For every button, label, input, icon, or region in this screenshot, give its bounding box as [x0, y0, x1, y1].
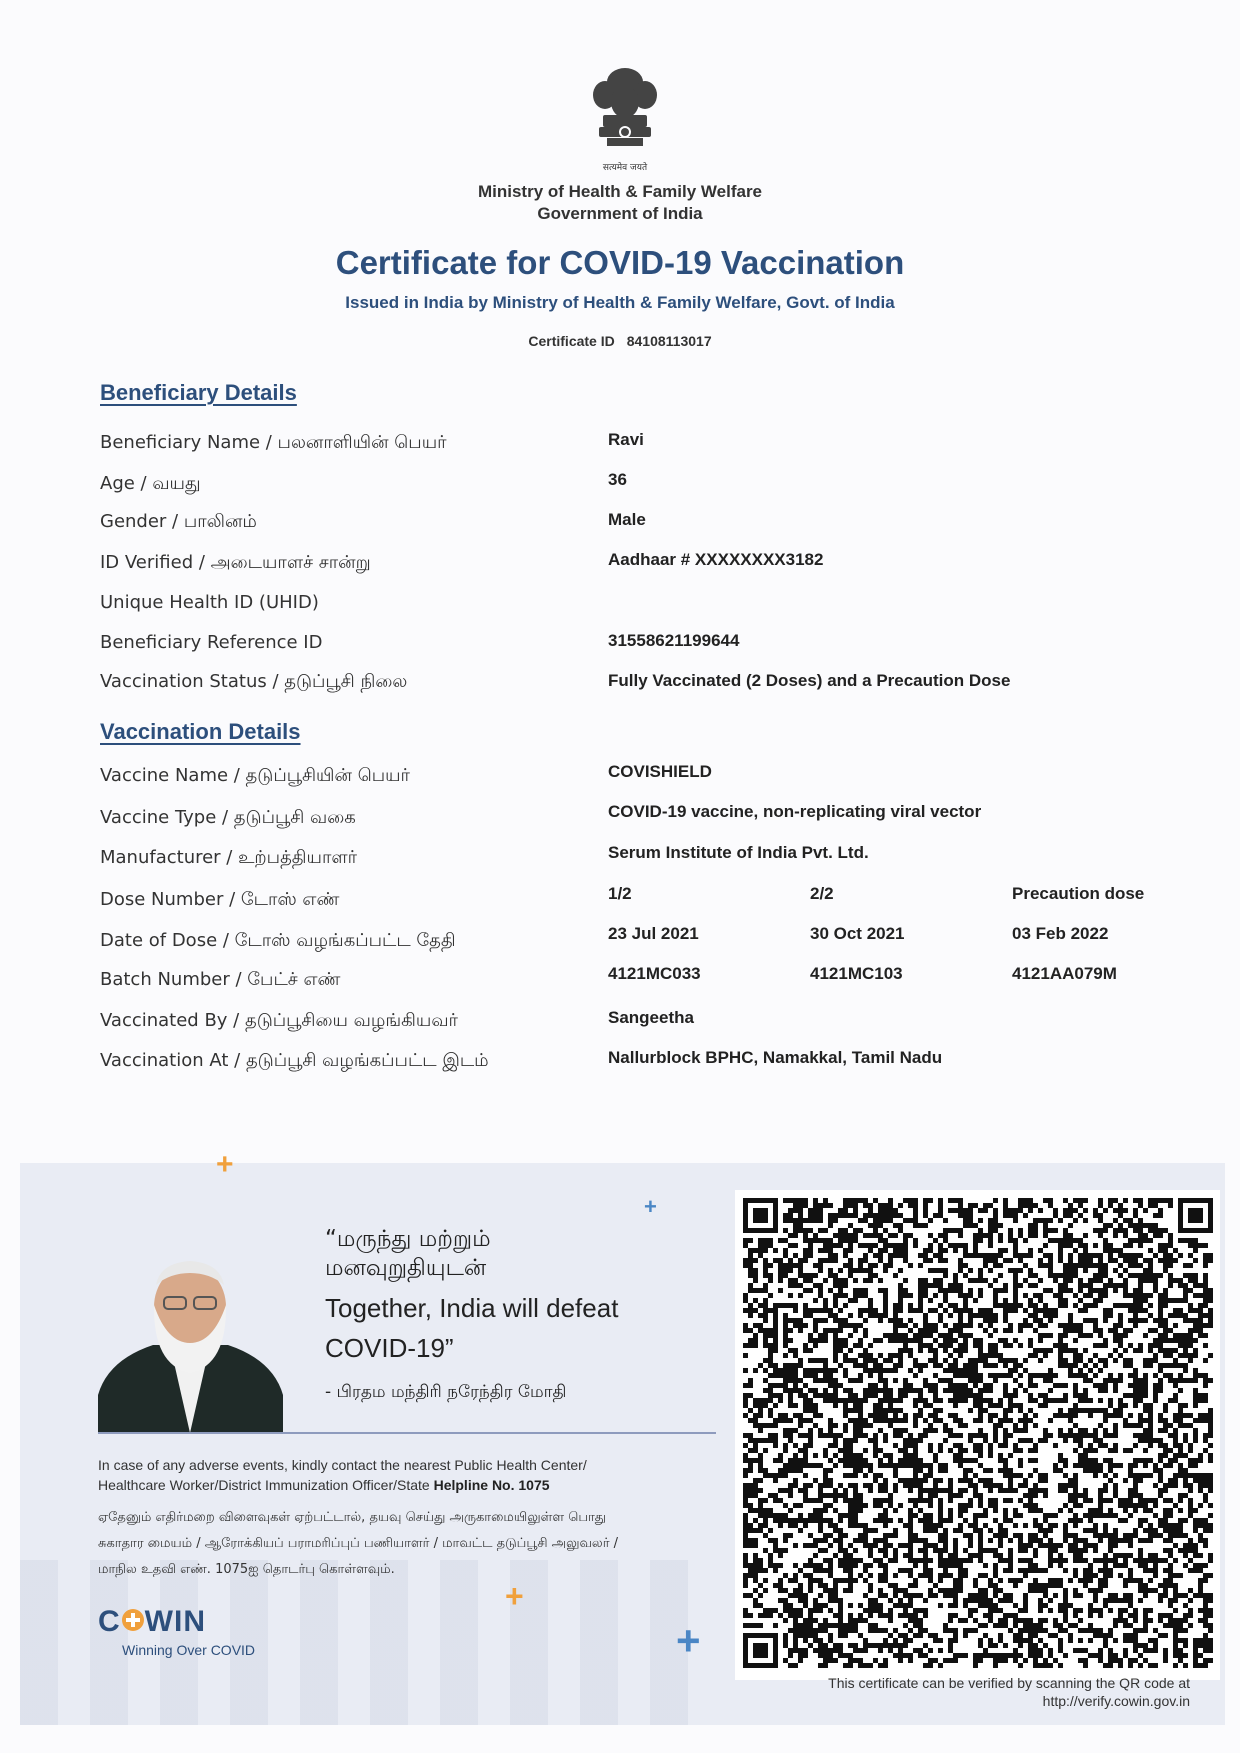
dose-1-number: 1/2: [608, 884, 632, 903]
manufacturer-value: Serum Institute of India Pvt. Ltd.: [608, 843, 869, 862]
batch-number-label: Batch Number / பேட்ச் எண்: [100, 969, 341, 990]
adverse-ta-line-3: மாநில உதவி எண். 1075ஐ தொடர்பு கொள்ளவும்.: [98, 1562, 395, 1577]
beneficiary-name-label: Beneficiary Name / பலனாளியின் பெயர்: [100, 432, 447, 453]
adverse-events-note-tamil: [98, 1505, 698, 1583]
vaccination-status-label: Vaccination Status / தடுப்பூசி நிலை: [100, 671, 408, 692]
cowin-tagline: Winning Over COVID: [122, 1642, 256, 1658]
dose-3-date: 03 Feb 2022: [1012, 924, 1109, 943]
helpline-number: Helpline No. 1075: [433, 1477, 550, 1493]
adverse-en-line-2: Healthcare Worker/District Immunization Officer/State Helpline No. 1075: [98, 1477, 550, 1493]
footer-divider: [98, 1432, 716, 1434]
quote-english: [325, 1288, 685, 1368]
age-value: 36: [608, 470, 627, 489]
verify-url-link[interactable]: http://verify.cowin.gov.in: [1042, 1693, 1190, 1709]
blue-plus-icon: +: [676, 1617, 701, 1664]
national-emblem-icon: [585, 60, 665, 170]
adverse-ta-line-2: சுகாதார மையம் / ஆரோக்கியப் பராமரிப்புப் பணியாளர் / மாவட்ட தடுப்பூசி அலுவலர் /: [98, 1536, 619, 1551]
certificate-id-label: Certificate ID: [528, 333, 615, 349]
certificate-subtitle: Issued in India by Ministry of Health & Family Welfare, Govt. of India: [345, 293, 895, 312]
verification-qr-code[interactable]: [735, 1190, 1220, 1680]
emblem-motto: सत्यमेव जयते: [602, 163, 648, 173]
vaccination-status-value: Fully Vaccinated (2 Doses) and a Precaution Dose: [608, 671, 1011, 690]
quote-author: - பிரதம மந்திரி நரேந்திர மோதி: [325, 1382, 567, 1402]
vaccinated-by-value: Sangeetha: [608, 1008, 694, 1027]
reference-id-value: 31558621199644: [608, 631, 740, 650]
dose-1-date: 23 Jul 2021: [608, 924, 699, 943]
adverse-ta-line-1: ஏதேனும் எதிர்மறை விளைவுகள் ஏற்பட்டால், தயவு செய்து அருகாமையிலுள்ள பொது: [98, 1510, 607, 1525]
orange-plus-icon: +: [216, 1148, 234, 1181]
quote-english-line-2: COVID-19”: [325, 1333, 454, 1363]
gender-value: Male: [608, 510, 646, 529]
qr-code-icon: [743, 1198, 1213, 1668]
adverse-events-note-english: [98, 1455, 698, 1495]
manufacturer-label: Manufacturer / உற்பத்தியாளர்: [100, 847, 358, 868]
quote-tamil-line-2: மனவுறுதியுடன்: [325, 1255, 487, 1281]
prime-minister-photo: [98, 1245, 283, 1433]
vaccination-section-title: Vaccination Details: [100, 719, 301, 744]
gender-label: Gender / பாலினம்: [100, 511, 257, 532]
vaccinated-at-label: Vaccination At / தடுப்பூசி வழங்கப்பட்ட இடம்: [100, 1050, 489, 1071]
vaccinated-at-value: Nallurblock BPHC, Namakkal, Tamil Nadu: [608, 1048, 943, 1067]
quote-tamil: [325, 1225, 675, 1283]
dose-1-batch: 4121MC033: [608, 964, 701, 983]
dose-3-number: Precaution dose: [1012, 884, 1145, 903]
certificate-title: Certificate for COVID-19 Vaccination: [335, 244, 905, 281]
blue-plus-icon: +: [644, 1194, 657, 1219]
dose-2-number: 2/2: [810, 884, 834, 903]
beneficiary-name-value: Ravi: [608, 430, 644, 449]
dose-2-date: 30 Oct 2021: [810, 924, 905, 943]
ministry-name: Ministry of Health & Family Welfare: [477, 182, 763, 201]
cowin-logo: C WIN: [98, 1605, 206, 1638]
adverse-en-line-1: In case of any adverse events, kindly contact the nearest Public Health Center/: [98, 1457, 587, 1473]
date-of-dose-label: Date of Dose / டோஸ் வழங்கப்பட்ட தேதி: [100, 930, 456, 951]
beneficiary-section-title: Beneficiary Details: [100, 380, 297, 405]
cowin-plus-icon: [122, 1609, 144, 1631]
certificate-id-value: 84108113017: [626, 333, 712, 349]
quote-tamil-line-1: “மருந்து மற்றும்: [325, 1226, 491, 1252]
id-verified-label: ID Verified / அடையாளச் சான்று: [100, 552, 371, 573]
vaccine-name-value: COVISHIELD: [608, 762, 712, 781]
reference-id-label: Beneficiary Reference ID: [100, 632, 323, 653]
age-label: Age / வயது: [100, 473, 201, 494]
certificate-id: [0, 333, 1240, 349]
vaccinated-by-label: Vaccinated By / தடுப்பூசியை வழங்கியவர்: [100, 1010, 458, 1031]
dose-2-batch: 4121MC103: [810, 964, 903, 983]
quote-english-line-1: Together, India will defeat: [325, 1293, 619, 1323]
vaccine-type-label: Vaccine Type / தடுப்பூசி வகை: [100, 807, 356, 828]
qr-caption: This certificate can be verified by scanning the QR code at: [828, 1675, 1190, 1691]
government-name: Government of India: [537, 204, 703, 223]
orange-plus-icon: +: [505, 1578, 524, 1614]
vaccine-name-label: Vaccine Name / தடுப்பூசியின் பெயர்: [100, 765, 410, 786]
id-verified-value: Aadhaar # XXXXXXXX3182: [608, 550, 824, 569]
uhid-label: Unique Health ID (UHID): [100, 592, 319, 613]
dose-3-batch: 4121AA079M: [1012, 964, 1117, 983]
vaccine-type-value: COVID-19 vaccine, non-replicating viral vector: [608, 802, 982, 821]
dose-number-label: Dose Number / டோஸ் எண்: [100, 889, 340, 910]
